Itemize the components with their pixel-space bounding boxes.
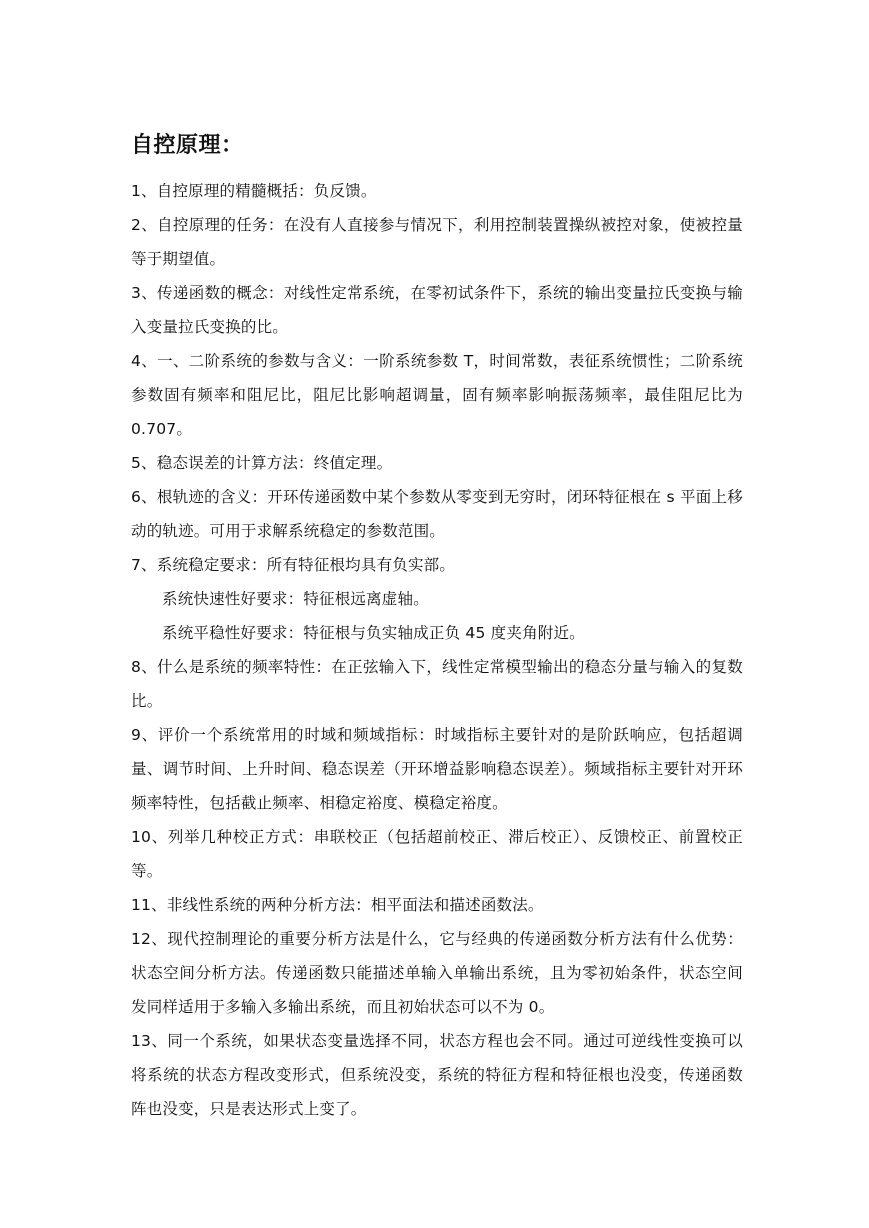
paragraph-2: 2、自控原理的任务：在没有人直接参与情况下，利用控制装置操纵被控对象，使被控量等于期望值。 <box>131 216 743 268</box>
paragraph-7-sub-smoothness: 系统平稳性好要求：特征根与负实轴成正负 45 度夹角附近。 <box>162 624 585 642</box>
document-page <box>131 128 743 1126</box>
paragraph-6: 6、根轨迹的含义：开环传递函数中某个参数从零变到无穷时，闭环特征根在 s 平面上移动的轨迹。可用于求解系统稳定的参数范围。 <box>131 488 743 540</box>
paragraph-7: 7、系统稳定要求：所有特征根均具有负实部。 <box>131 556 456 574</box>
paragraph-13: 13、同一个系统，如果状态变量选择不同，状态方程也会不同。通过可逆线性变换可以将系统的状态方程改变形式，但系统没变，系统的特征方程和特征根也没变，传递函数阵也没变，只是表达形式上变了。 <box>131 1032 743 1118</box>
document-title: 自控原理： <box>131 133 244 158</box>
paragraph-11: 11、非线性系统的两种分析方法：相平面法和描述函数法。 <box>131 896 544 914</box>
paragraph-12: 12、现代控制理论的重要分析方法是什么，它与经典的传递函数分析方法有什么优势：状态空间分析方法。传递函数只能描述单输入单输出系统，且为零初始条件，状态空间发同样适用于多输入多输出系统，而且初始状态可以不为 0。 <box>131 930 743 1016</box>
paragraph-1: 1、自控原理的精髓概括：负反馈。 <box>131 182 377 200</box>
paragraph-4: 4、一、二阶系统的参数与含义：一阶系统参数 T，时间常数，表征系统惯性；二阶系统参数固有频率和阻尼比，阻尼比影响超调量，固有频率影响振荡频率，最佳阻尼比为 0.707。 <box>131 352 743 438</box>
paragraph-9: 9、评价一个系统常用的时域和频域指标：时域指标主要针对的是阶跃响应，包括超调量、调节时间、上升时间、稳态误差（开环增益影响稳态误差）。频域指标主要针对开环频率特性，包括截止频率、相稳定裕度、模稳定裕度。 <box>131 726 743 812</box>
paragraph-10: 10、列举几种校正方式：串联校正（包括超前校正、滞后校正）、反馈校正、前置校正等。 <box>131 828 743 880</box>
paragraph-8: 8、什么是系统的频率特性：在正弦输入下，线性定常模型输出的稳态分量与输入的复数比。 <box>131 658 743 710</box>
paragraph-5: 5、稳态误差的计算方法：终值定理。 <box>131 454 393 472</box>
paragraph-3: 3、传递函数的概念：对线性定常系统，在零初试条件下，系统的输出变量拉氏变换与输入变量拉氏变换的比。 <box>131 284 743 336</box>
paragraph-7-sub-speed: 系统快速性好要求：特征根远离虚轴。 <box>162 590 429 608</box>
